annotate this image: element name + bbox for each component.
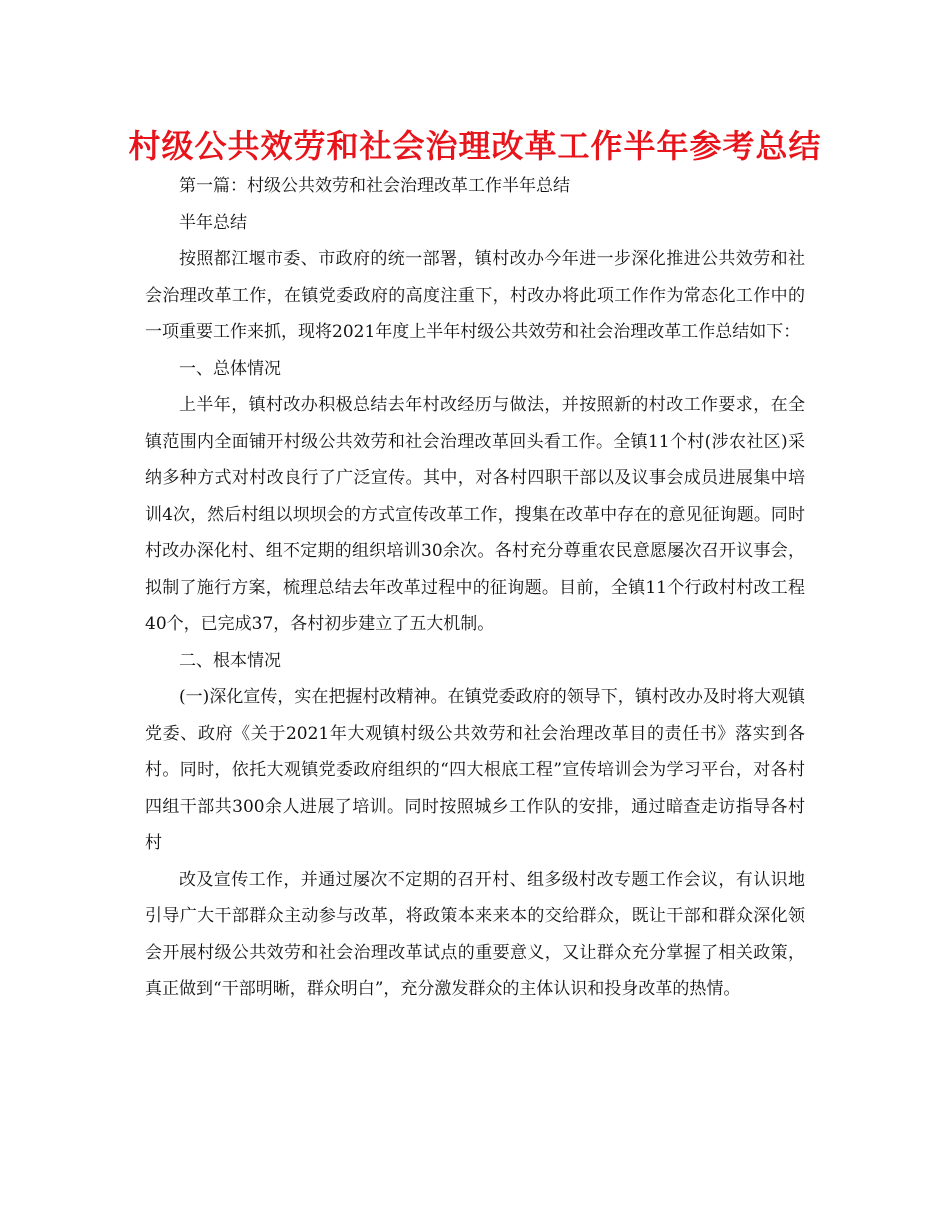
document-body [145, 168, 805, 1008]
section-heading-first-chapter: 第一篇：村级公共效劳和社会治理改革工作半年总结 [179, 176, 570, 196]
paragraph-publicity: (一)深化宣传，实在把握村改精神。在镇党委政府的领导下，镇村改办及时将大观镇党委、政府《关于2021年大观镇村级公共效劳和社会治理改革目的责任书》落实到各村。同时，依托大观镇党委政府组织的“四大根底工程”宣传培训会为学习平台，对各村四组干部共300余人进展了培训。同时按照城乡工作队的安排，通过暗查走访指导各村村 [145, 687, 805, 853]
paragraph-overall: 上半年，镇村改办积极总结去年村改经历与做法，并按照新的村改工作要求，在全镇范围内全面铺开村级公共效劳和社会治理改革回头看工作。全镇11个村(涉农社区)采纳多种方式对村改良行了广泛宣传。其中，对各村四职干部以及议事会成员进展集中培训4次，然后村组以坝坝会的方式宣传改革工作，搜集在改革中存在的意见征询题。同时村改办深化村、组不定期的组织培训30余次。各村充分尊重农民意愿屡次召开议事会，拟制了施行方案，梳理总结去年改革过程中的征询题。目前，全镇11个行政村村改工程40个，已完成37，各村初步建立了五大机制。 [145, 395, 805, 634]
paragraph-publicity-continued: 改及宣传工作，并通过屡次不定期的召开村、组多级村改专题工作会议，有认识地引导广大干部群众主动参与改革，将政策本来来本的交给群众，既让干部和群众深化领会开展村级公共效劳和社会治理改革试点的重要意义，又让群众充分掌握了相关政策，真正做到“干部明晰，群众明白”，充分激发群众的主体认识和投身改革的热情。 [145, 869, 805, 999]
document-title: 村级公共效劳和社会治理改革工作半年参考总结 [128, 127, 822, 165]
subheading-half-year-summary: 半年总结 [179, 212, 247, 233]
paragraph-intro: 按照都江堰市委、市政府的统一部署，镇村改办今年进一步深化推进公共效劳和社会治理改革工作，在镇党委政府的高度注重下，村改办将此项工作作为常态化工作中的一项重要工作来抓，现将2021年度上半年村级公共效劳和社会治理改革工作总结如下： [145, 249, 805, 342]
section-heading-basic: 二、根本情况 [179, 650, 281, 671]
section-heading-overall: 一、总体情况 [179, 358, 281, 379]
